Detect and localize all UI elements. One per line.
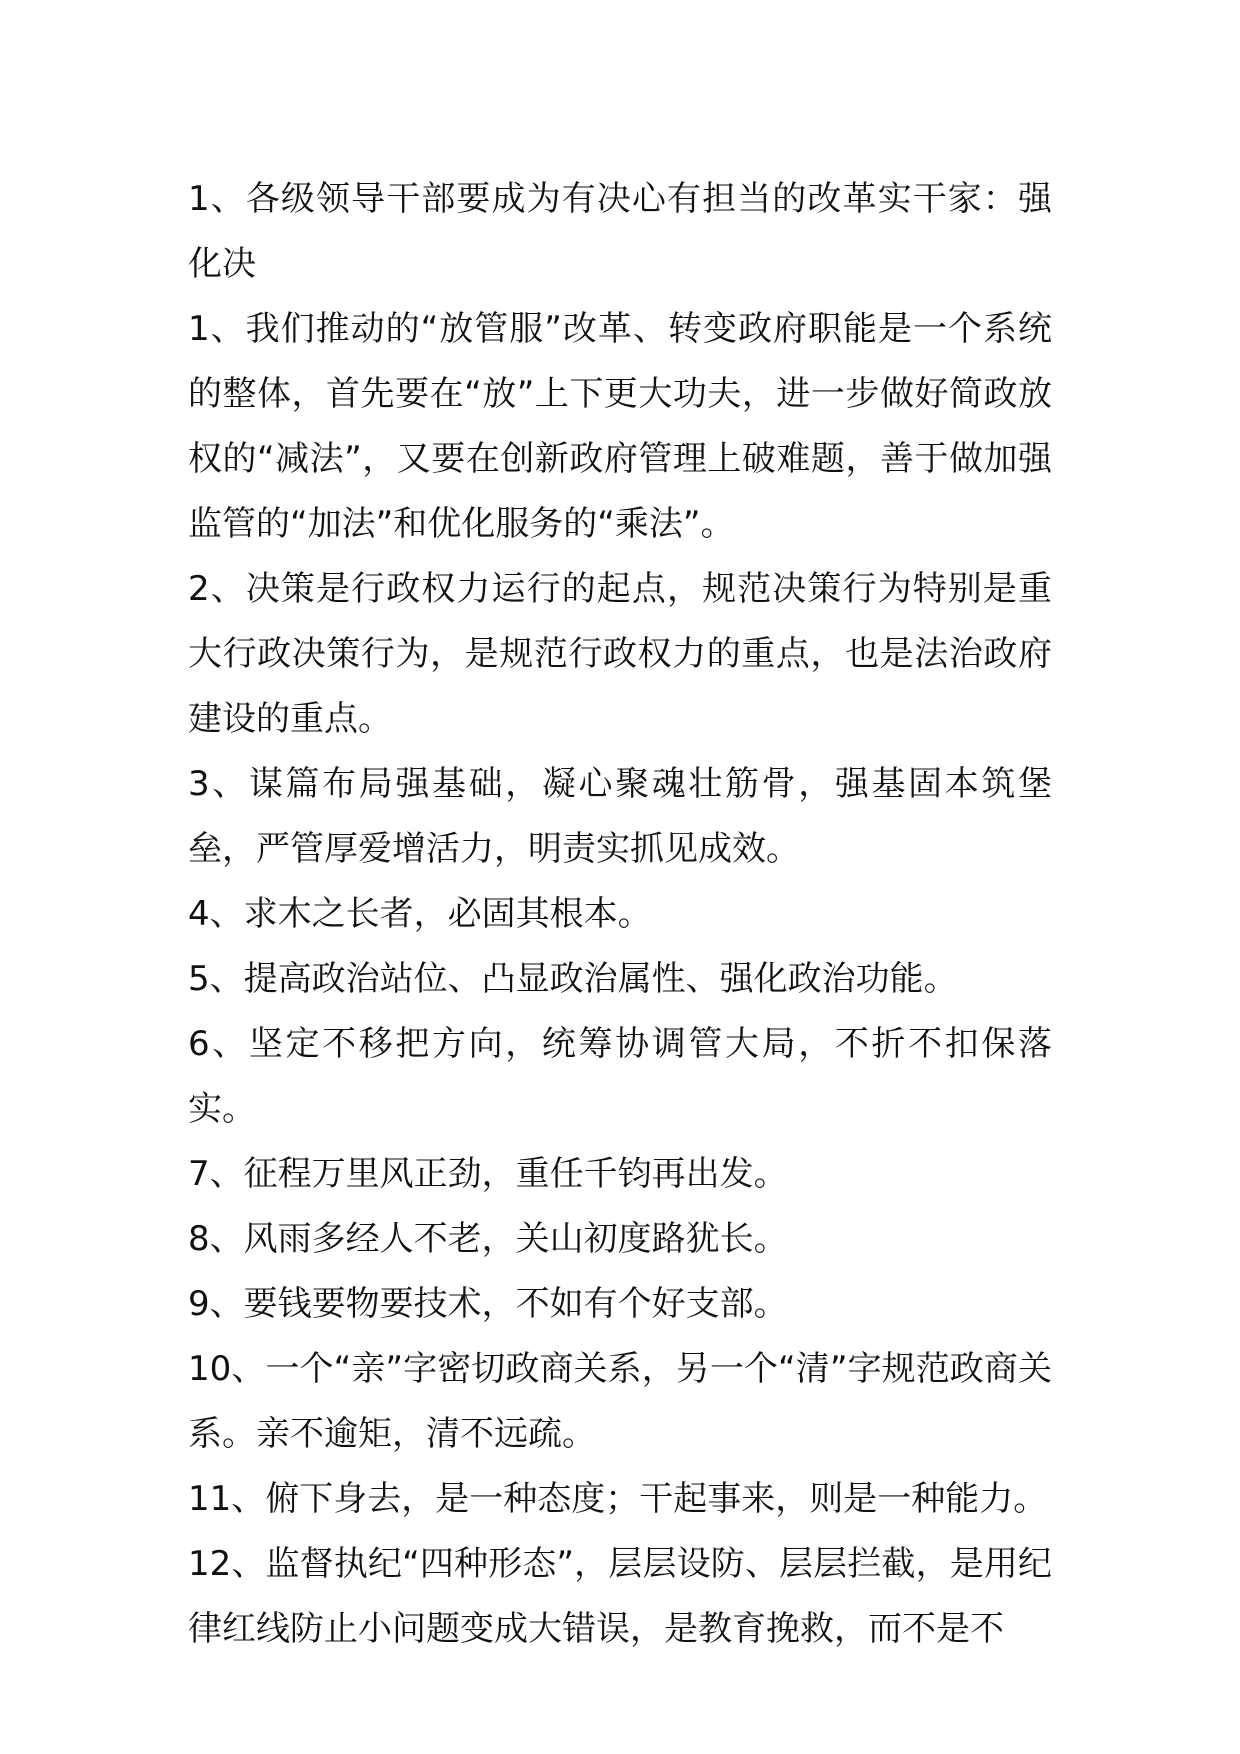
document-body: [188, 167, 1052, 1662]
paragraph-3: 3、谋篇布局强基础，凝心聚魂壮筋骨，强基固本筑堡垒，严管厚爱增活力，明责实抓见成效。: [188, 764, 1052, 869]
paragraph-1-heading: 1、各级领导干部要成为有决心有担当的改革实干家：强化决: [188, 179, 1052, 284]
paragraph-11: 11、俯下身去，是一种态度；干起事来，则是一种能力。: [188, 1479, 1048, 1519]
paragraph-12: 12、监督执纪“四种形态”，层层设防、层层拦截，是用纪律红线防止小问题变成大错误，是教育挽救，而不是不: [188, 1544, 1052, 1649]
paragraph-7: 7、征程万里风正劲，重任千钧再出发。: [188, 1154, 788, 1194]
paragraph-10: 10、一个“亲”字密切政商关系，另一个“清”字规范政商关系。亲不逾矩，清不远疏。: [188, 1349, 1052, 1454]
paragraph-4: 4、求木之长者，必固其根本。: [188, 894, 652, 934]
paragraph-5: 5、提高政治站位、凸显政治属性、强化政治功能。: [188, 959, 958, 999]
paragraph-2: 2、决策是行政权力运行的起点，规范决策行为特别是重大行政决策行为，是规范行政权力的重点，也是法治政府建设的重点。: [188, 569, 1052, 739]
paragraph-6: 6、坚定不移把方向，统筹协调管大局，不折不扣保落实。: [188, 1024, 1052, 1129]
paragraph-1: 1、我们推动的“放管服”改革、转变政府职能是一个系统的整体，首先要在“放”上下更大功夫，进一步做好简政放权的“减法”，又要在创新政府管理上破难题，善于做加强监管的“加法”和优化服务的“乘法”。: [188, 309, 1052, 544]
paragraph-8: 8、风雨多经人不老，关山初度路犹长。: [188, 1219, 788, 1259]
paragraph-9: 9、要钱要物要技术，不如有个好支部。: [188, 1284, 788, 1324]
